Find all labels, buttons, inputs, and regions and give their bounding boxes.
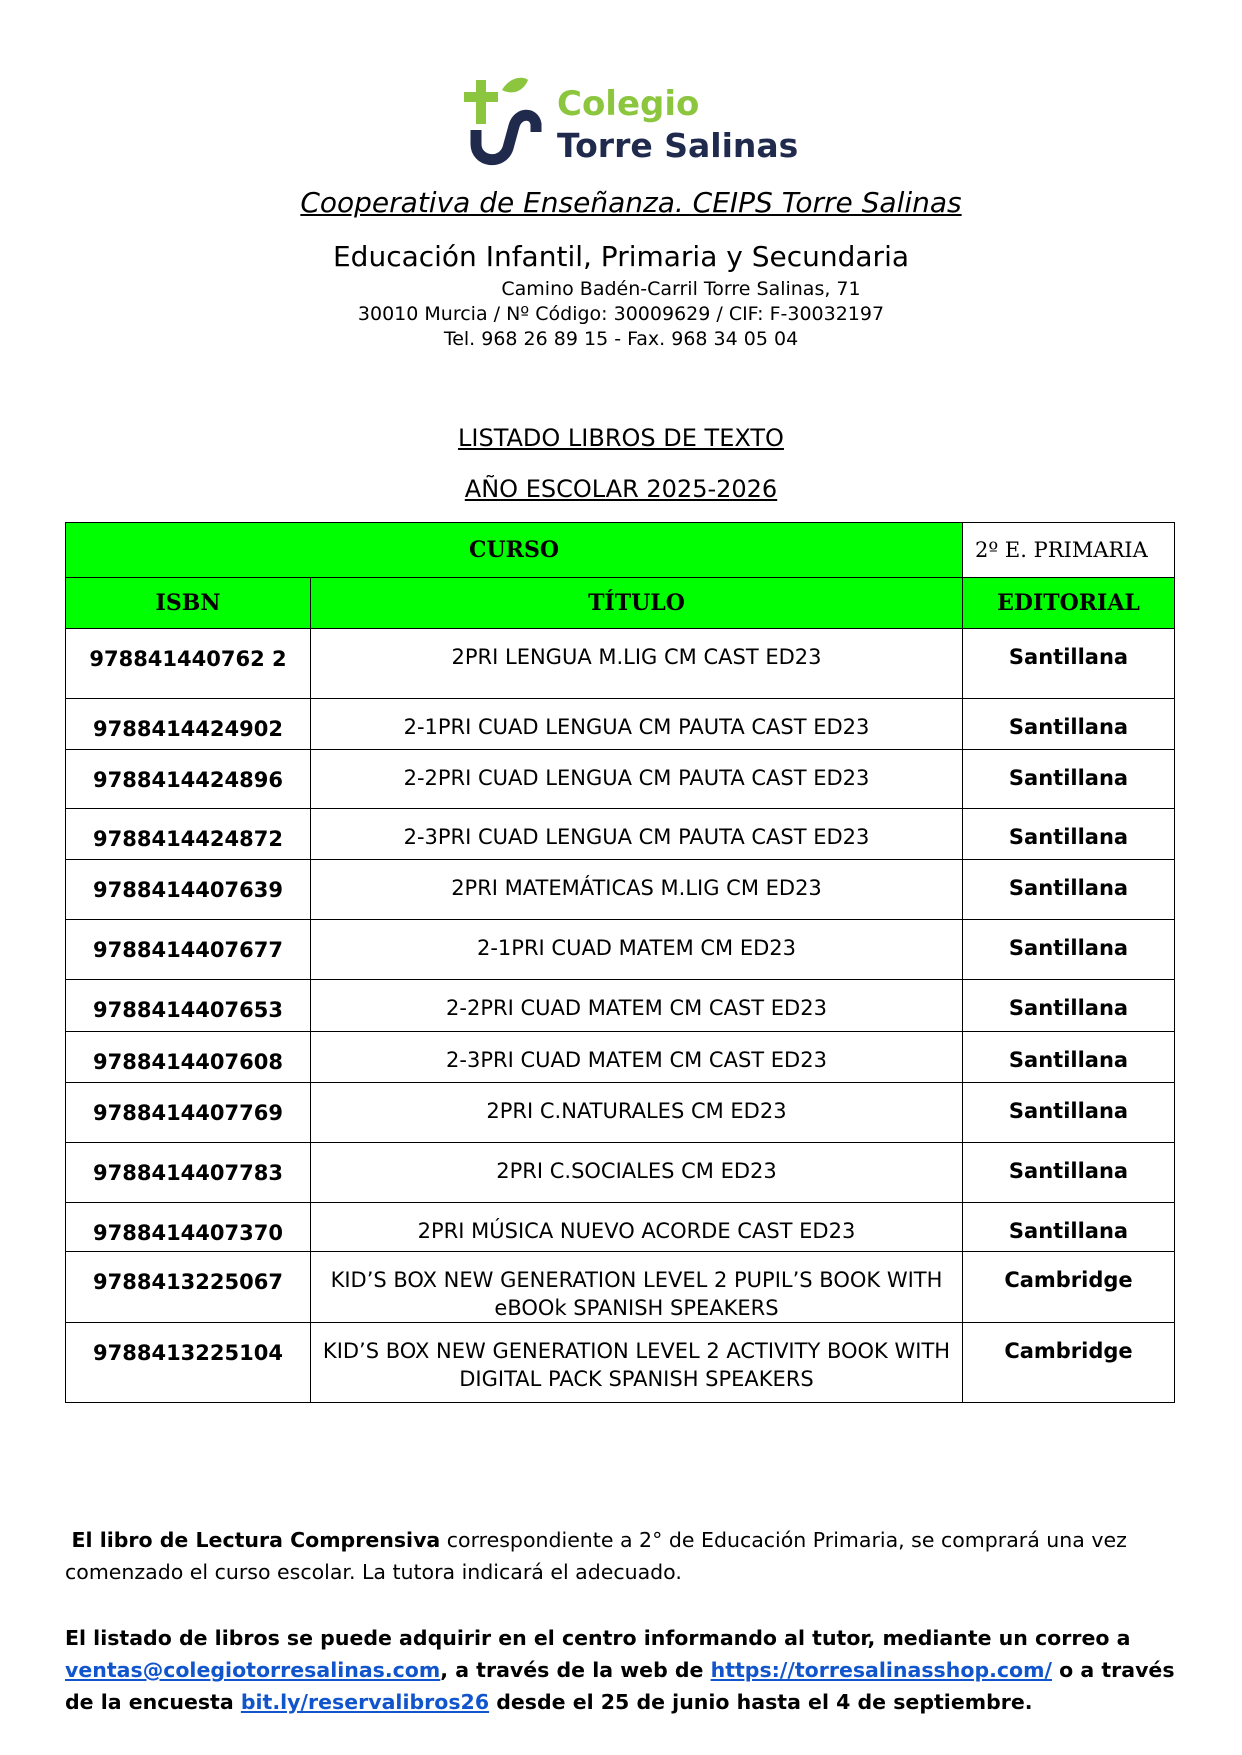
titulo-cell: 2-3PRI CUAD LENGUA CM PAUTA CAST ED23 — [311, 809, 963, 860]
editorial-cell: Cambridge — [963, 1323, 1175, 1403]
editorial-cell: Santillana — [963, 920, 1175, 980]
isbn-cell: 9788414424896 — [66, 750, 311, 809]
titulo-cell: 2-2PRI CUAD LENGUA CM PAUTA CAST ED23 — [311, 750, 963, 809]
table-row — [66, 750, 1175, 809]
editorial-cell: Cambridge — [963, 1252, 1175, 1323]
titulo-cell: 2PRI MATEMÁTICAS M.LIG CM ED23 — [311, 860, 963, 920]
column-header-row — [66, 578, 1175, 629]
shop-web-link[interactable]: https://torresalinasshop.com/ — [710, 1658, 1052, 1682]
editorial-cell: Santillana — [963, 860, 1175, 920]
editorial-cell: Santillana — [963, 750, 1175, 809]
column-header-isbn: ISBN — [66, 578, 311, 629]
table-row — [66, 860, 1175, 920]
titulo-cell: KID’S BOX NEW GENERATION LEVEL 2 PUPIL’S BOOK WITH eBOOk SPANISH SPEAKERS — [311, 1252, 963, 1323]
titulo-cell: 2-1PRI CUAD MATEM CM ED23 — [311, 920, 963, 980]
table-row — [66, 629, 1175, 699]
editorial-cell: Santillana — [963, 809, 1175, 860]
isbn-cell: 9788414407653 — [66, 980, 311, 1032]
editorial-cell: Santillana — [963, 1143, 1175, 1203]
isbn-cell: 9788414407677 — [66, 920, 311, 980]
editorial-cell: Santillana — [963, 980, 1175, 1032]
address-line-3: Tel. 968 26 89 15 - Fax. 968 34 05 04 — [443, 328, 799, 350]
table-row — [66, 980, 1175, 1032]
editorial-cell: Santillana — [963, 1203, 1175, 1252]
titulo-cell: 2PRI C.NATURALES CM ED23 — [311, 1083, 963, 1143]
table-row — [66, 699, 1175, 750]
titulo-cell: 2-1PRI CUAD LENGUA CM PAUTA CAST ED23 — [311, 699, 963, 750]
purchase-info-text-2: , a través de la web de — [440, 1658, 711, 1682]
purchase-info-text-3: o a través de la encuesta — [65, 1658, 1175, 1714]
table-row — [66, 1143, 1175, 1203]
isbn-cell: 9788414407769 — [66, 1083, 311, 1143]
school-logo — [462, 74, 802, 170]
table-row — [66, 1032, 1175, 1083]
purchase-info-text-1: El listado de libros se puede adquirir en el centro informando al tutor, mediante un correo a — [65, 1626, 1131, 1650]
sales-email-link[interactable]: ventas@colegiotorresalinas.com — [65, 1658, 441, 1682]
school-year-title: AÑO ESCOLAR 2025-2026 — [464, 475, 778, 503]
table-row — [66, 1083, 1175, 1143]
titulo-cell: 2PRI MÚSICA NUEVO ACORDE CAST ED23 — [311, 1203, 963, 1252]
reading-book-note — [65, 1524, 1185, 1588]
cooperativa-heading: Cooperativa de Enseñanza. CEIPS Torre Salinas — [300, 186, 962, 219]
titulo-cell: KID’S BOX NEW GENERATION LEVEL 2 ACTIVITY BOOK WITH DIGITAL PACK SPANISH SPEAKERS — [311, 1323, 963, 1403]
titulo-cell: 2-3PRI CUAD MATEM CM CAST ED23 — [311, 1032, 963, 1083]
column-header-editorial: EDITORIAL — [963, 578, 1175, 629]
reading-book-note-bold: El libro de Lectura Comprensiva — [71, 1528, 441, 1552]
isbn-cell: 9788413225067 — [66, 1252, 311, 1323]
list-title: LISTADO LIBROS DE TEXTO — [458, 424, 784, 452]
table-row — [66, 1252, 1175, 1323]
reading-book-note-text: correspondiente a 2° de Educación Primaria, se comprará una vez comenzado el curso escolar. La tutora indicará el adecuado. — [65, 1528, 1127, 1584]
titulo-cell: 2-2PRI CUAD MATEM CM CAST ED23 — [311, 980, 963, 1032]
isbn-cell: 9788414424872 — [66, 809, 311, 860]
editorial-cell: Santillana — [963, 1083, 1175, 1143]
editorial-cell: Santillana — [963, 1032, 1175, 1083]
purchase-info-text-4: desde el 25 de junio hasta el 4 de septiembre. — [489, 1690, 1033, 1714]
isbn-cell: 9788414424902 — [66, 699, 311, 750]
torre-salinas-logo-icon — [462, 74, 552, 170]
titulo-cell: 2PRI LENGUA M.LIG CM CAST ED23 — [311, 629, 963, 699]
table-row — [66, 1203, 1175, 1252]
column-header-titulo: TÍTULO — [311, 578, 963, 629]
logo-line-colegio: Colegio — [557, 84, 700, 124]
survey-link[interactable]: bit.ly/reservalibros26 — [240, 1690, 490, 1714]
isbn-cell: 9788413225104 — [66, 1323, 311, 1403]
address-line-2: 30010 Murcia / Nº Código: 30009629 / CIF: F-30032197 — [357, 303, 885, 325]
isbn-cell: 9788414407639 — [66, 860, 311, 920]
isbn-cell: 9788414407783 — [66, 1143, 311, 1203]
curso-row — [66, 523, 1175, 578]
address-line-1: Camino Badén-Carril Torre Salinas, 71 — [501, 278, 861, 300]
curso-label: CURSO — [66, 523, 963, 578]
curso-value: 2º E. PRIMARIA — [963, 523, 1175, 578]
education-levels: Educación Infantil, Primaria y Secundaria — [332, 240, 910, 273]
table-row — [66, 920, 1175, 980]
editorial-cell: Santillana — [963, 699, 1175, 750]
table-row — [66, 809, 1175, 860]
textbook-table — [65, 522, 1175, 1403]
purchase-info — [65, 1622, 1195, 1718]
editorial-cell: Santillana — [963, 629, 1175, 699]
isbn-cell: 9788414407370 — [66, 1203, 311, 1252]
isbn-cell: 9788414407608 — [66, 1032, 311, 1083]
titulo-cell: 2PRI C.SOCIALES CM ED23 — [311, 1143, 963, 1203]
isbn-cell: 978841440762 2 — [66, 629, 311, 699]
table-row — [66, 1323, 1175, 1403]
logo-line-torre-salinas: Torre Salinas — [557, 126, 799, 165]
